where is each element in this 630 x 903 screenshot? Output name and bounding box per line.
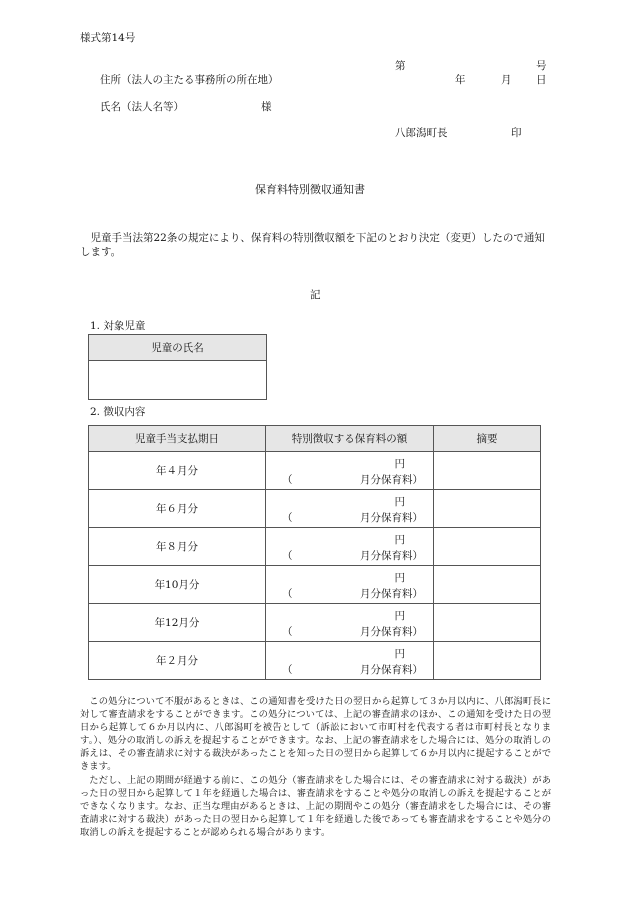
name-label: 氏名（法人名等） bbox=[100, 101, 184, 113]
remarks-cell[interactable] bbox=[434, 566, 541, 604]
yen-label: 円 bbox=[394, 458, 405, 470]
amount-cell[interactable] bbox=[266, 452, 434, 490]
table-row bbox=[89, 528, 541, 566]
period-cell: 年４月分 bbox=[89, 452, 266, 490]
honorific: 様 bbox=[261, 101, 272, 113]
col-remarks: 摘要 bbox=[434, 426, 541, 452]
body-text: 児童手当法第22条の規定により、保育料の特別徴収額を下記のとおり決定（変更）したので通知します。 bbox=[80, 232, 545, 258]
table-row bbox=[89, 604, 541, 642]
table-row bbox=[89, 642, 541, 680]
period-cell: 年12月分 bbox=[89, 604, 266, 642]
date-day: 日 bbox=[536, 74, 547, 86]
month-note: 月分保育料） bbox=[360, 626, 423, 638]
child-table bbox=[88, 334, 267, 400]
doc-no-suffix: 号 bbox=[536, 60, 547, 72]
ki-label: 記 bbox=[310, 289, 321, 301]
collection-table bbox=[88, 425, 541, 680]
remarks-cell[interactable] bbox=[434, 528, 541, 566]
period-cell: 年２月分 bbox=[89, 642, 266, 680]
period-cell: 年８月分 bbox=[89, 528, 266, 566]
paren-open: （ bbox=[282, 512, 293, 524]
month-note: 月分保育料） bbox=[360, 512, 423, 524]
section2-heading: 2. 徴収内容 bbox=[90, 406, 146, 418]
form-number: 様式第14号 bbox=[80, 32, 136, 44]
address-label: 住所（法人の主たる事務所の所在地） bbox=[100, 74, 279, 86]
date-month: 月 bbox=[501, 74, 512, 86]
appeal-note-1: この処分について不服があるときは、この通知書を受けた日の翌日から起算して３か月以内に、八郎潟町長に対して審査請求をすることができます。この処分については、上記の審査請求のほか、この通知を受けた日の翌日から起算して６か月以内に、八郎潟町を被告として（訴訟において市町村を代表する者は市町村長となります。）、処分の取消しの訴えを提起することができます。なお、上記の審査請求をした場合には、処分の取消しの訴えは、その審査請求に対する裁決があったことを知った日の翌日から起算して６か月以内に提起することができます。 bbox=[80, 696, 551, 773]
table-row bbox=[89, 566, 541, 604]
remarks-cell[interactable] bbox=[434, 490, 541, 528]
amount-cell[interactable] bbox=[266, 490, 434, 528]
date-year: 年 bbox=[455, 74, 466, 86]
page-title: 保育料特別徴収通知書 bbox=[255, 183, 365, 196]
remarks-cell[interactable] bbox=[434, 604, 541, 642]
appeal-note-2: ただし、上記の期間が経過する前に、この処分（審査請求をした場合には、その審査請求に対する裁決）があった日の翌日から起算して１年を経過した場合は、審査請求をすることや処分の取消しの訴えを提起することができなくなります。なお、正当な理由があるときは、上記の期間やこの処分（審査請求をした場合には、その審査請求に対する裁決）があった日の翌日から起算して１年を経過した後であっても審査請求をすることや処分の取消しの訴えを提起することが認められる場合があります。 bbox=[80, 774, 551, 838]
period-cell: 年６月分 bbox=[89, 490, 266, 528]
issuer: 八郎潟町長 bbox=[395, 127, 448, 139]
yen-label: 円 bbox=[394, 648, 405, 660]
month-note: 月分保育料） bbox=[360, 550, 423, 562]
table-row bbox=[89, 490, 541, 528]
yen-label: 円 bbox=[394, 534, 405, 546]
month-note: 月分保育料） bbox=[360, 588, 423, 600]
amount-cell[interactable] bbox=[266, 642, 434, 680]
remarks-cell[interactable] bbox=[434, 452, 541, 490]
child-name-header: 児童の氏名 bbox=[89, 335, 267, 361]
table-row bbox=[89, 452, 541, 490]
col-amount: 特別徴収する保育料の額 bbox=[266, 426, 434, 452]
yen-label: 円 bbox=[394, 496, 405, 508]
child-name-cell[interactable] bbox=[89, 361, 267, 400]
paren-open: （ bbox=[282, 626, 293, 638]
section1-heading: 1. 対象児童 bbox=[90, 320, 146, 332]
amount-cell[interactable] bbox=[266, 604, 434, 642]
paren-open: （ bbox=[282, 474, 293, 486]
remarks-cell[interactable] bbox=[434, 642, 541, 680]
yen-label: 円 bbox=[394, 610, 405, 622]
appeal-notes bbox=[80, 695, 551, 839]
period-cell: 年10月分 bbox=[89, 566, 266, 604]
month-note: 月分保育料） bbox=[360, 664, 423, 676]
amount-cell[interactable] bbox=[266, 566, 434, 604]
amount-cell[interactable] bbox=[266, 528, 434, 566]
month-note: 月分保育料） bbox=[360, 474, 423, 486]
doc-no-prefix: 第 bbox=[395, 60, 406, 72]
seal: 印 bbox=[511, 127, 522, 139]
col-payment-date: 児童手当支払期日 bbox=[89, 426, 266, 452]
yen-label: 円 bbox=[394, 572, 405, 584]
paren-open: （ bbox=[282, 550, 293, 562]
paren-open: （ bbox=[282, 588, 293, 600]
paren-open: （ bbox=[282, 664, 293, 676]
